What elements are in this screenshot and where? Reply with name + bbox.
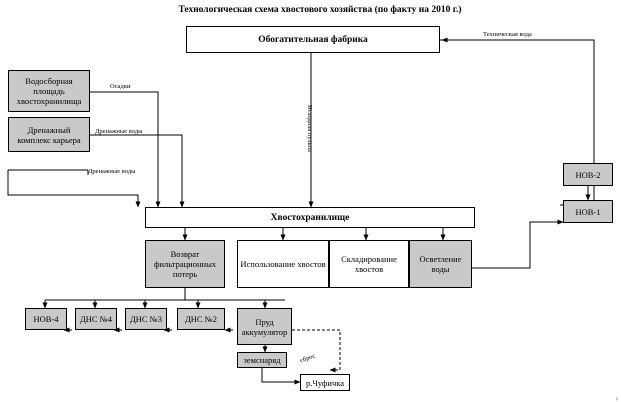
edge-label-drainage-waters-1: Дренажные воды (95, 128, 143, 135)
node-dns-4[interactable]: ДНС №4 (75, 308, 117, 330)
node-use-of-tailings[interactable]: Использование хвостов (237, 240, 329, 288)
edge-label-spent-pulp: Исходная пульпа (306, 105, 313, 152)
node-return-filtration-losses[interactable]: Возврат фильтрационных потерь (145, 240, 225, 288)
node-river-chufichka[interactable]: р.Чуфичка (300, 374, 350, 391)
node-dns-2[interactable]: ДНС №2 (177, 308, 225, 330)
node-dredger[interactable]: земснаряд (237, 352, 287, 368)
edge-label-process-water: Техническая вода (483, 31, 532, 38)
node-storage-of-tailings[interactable]: Складирование хвостов (329, 240, 409, 288)
node-water-clarification[interactable]: Осветление воды (409, 240, 472, 288)
edge-label-drainage-waters-2: Дренажные воды (88, 168, 136, 175)
node-nov-4[interactable]: НОВ-4 (25, 308, 67, 330)
edge-label-sediments: Осадки (110, 83, 131, 90)
node-nov-2[interactable]: НОВ-2 (563, 163, 613, 186)
node-catchment-area[interactable]: Водосборная площадь хвостохранилища (8, 70, 90, 112)
node-dns-3[interactable]: ДНС №3 (125, 308, 167, 330)
node-accumulator-pond[interactable]: Пруд аккумулятор (237, 308, 292, 345)
node-plant[interactable]: Обогатительная фабрика (186, 26, 440, 53)
node-tailings-storage[interactable]: Хвостохранилище (145, 207, 475, 228)
node-drainage-complex[interactable]: Дренажный комплекс карьера (8, 117, 90, 152)
edge-label-overflow: сброс (299, 352, 317, 365)
corner-mark: ᵪ (615, 392, 618, 401)
page-title: Технологическая схема хвостового хозяйства (по факту на 2010 г.) (178, 5, 462, 15)
node-nov-1[interactable]: НОВ-1 (563, 200, 613, 223)
